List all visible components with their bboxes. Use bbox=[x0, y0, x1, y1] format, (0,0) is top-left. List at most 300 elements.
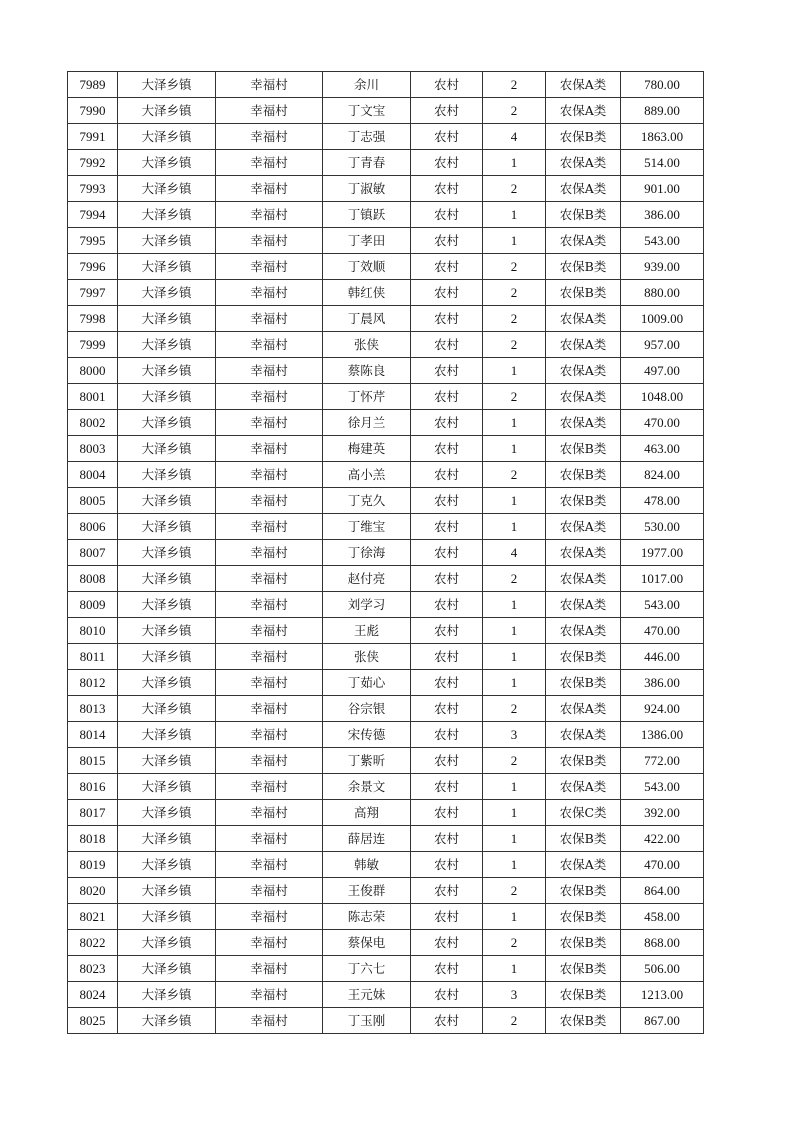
cell-category: 农保B类 bbox=[546, 124, 621, 150]
cell-village: 幸福村 bbox=[216, 618, 323, 644]
cell-township: 大泽乡镇 bbox=[118, 72, 216, 98]
cell-category: 农保B类 bbox=[546, 462, 621, 488]
cell-category: 农保A类 bbox=[546, 514, 621, 540]
cell-household-type: 农村 bbox=[411, 254, 483, 280]
cell-township: 大泽乡镇 bbox=[118, 176, 216, 202]
cell-category: 农保B类 bbox=[546, 826, 621, 852]
cell-member-count: 2 bbox=[483, 306, 546, 332]
cell-name: 余川 bbox=[323, 72, 411, 98]
cell-amount: 506.00 bbox=[621, 956, 704, 982]
cell-name: 韩敏 bbox=[323, 852, 411, 878]
cell-amount: 1048.00 bbox=[621, 384, 704, 410]
cell-category: 农保B类 bbox=[546, 748, 621, 774]
cell-serial-number: 8003 bbox=[68, 436, 118, 462]
cell-village: 幸福村 bbox=[216, 774, 323, 800]
cell-village: 幸福村 bbox=[216, 670, 323, 696]
cell-member-count: 2 bbox=[483, 566, 546, 592]
table-row bbox=[68, 748, 704, 774]
cell-amount: 867.00 bbox=[621, 1008, 704, 1034]
cell-amount: 1213.00 bbox=[621, 982, 704, 1008]
cell-category: 农保B类 bbox=[546, 930, 621, 956]
cell-household-type: 农村 bbox=[411, 124, 483, 150]
cell-category: 农保A类 bbox=[546, 592, 621, 618]
cell-amount: 901.00 bbox=[621, 176, 704, 202]
table-row bbox=[68, 72, 704, 98]
cell-amount: 1863.00 bbox=[621, 124, 704, 150]
cell-category: 农保A类 bbox=[546, 852, 621, 878]
cell-category: 农保A类 bbox=[546, 150, 621, 176]
table-row bbox=[68, 774, 704, 800]
cell-name: 丁镇跃 bbox=[323, 202, 411, 228]
cell-category: 农保C类 bbox=[546, 800, 621, 826]
cell-village: 幸福村 bbox=[216, 72, 323, 98]
cell-member-count: 1 bbox=[483, 800, 546, 826]
cell-household-type: 农村 bbox=[411, 436, 483, 462]
cell-village: 幸福村 bbox=[216, 800, 323, 826]
cell-category: 农保A类 bbox=[546, 696, 621, 722]
cell-amount: 939.00 bbox=[621, 254, 704, 280]
cell-amount: 386.00 bbox=[621, 670, 704, 696]
cell-household-type: 农村 bbox=[411, 826, 483, 852]
cell-amount: 478.00 bbox=[621, 488, 704, 514]
cell-member-count: 2 bbox=[483, 748, 546, 774]
cell-category: 农保A类 bbox=[546, 332, 621, 358]
cell-category: 农保B类 bbox=[546, 644, 621, 670]
cell-name: 张侠 bbox=[323, 644, 411, 670]
cell-member-count: 1 bbox=[483, 826, 546, 852]
cell-serial-number: 8011 bbox=[68, 644, 118, 670]
cell-member-count: 1 bbox=[483, 956, 546, 982]
cell-member-count: 1 bbox=[483, 774, 546, 800]
cell-member-count: 1 bbox=[483, 514, 546, 540]
cell-township: 大泽乡镇 bbox=[118, 904, 216, 930]
cell-category: 农保B类 bbox=[546, 878, 621, 904]
cell-serial-number: 8020 bbox=[68, 878, 118, 904]
cell-category: 农保B类 bbox=[546, 1008, 621, 1034]
cell-household-type: 农村 bbox=[411, 592, 483, 618]
table-row bbox=[68, 982, 704, 1008]
cell-member-count: 1 bbox=[483, 228, 546, 254]
cell-amount: 470.00 bbox=[621, 618, 704, 644]
cell-serial-number: 8018 bbox=[68, 826, 118, 852]
cell-amount: 1017.00 bbox=[621, 566, 704, 592]
cell-household-type: 农村 bbox=[411, 1008, 483, 1034]
cell-member-count: 1 bbox=[483, 358, 546, 384]
cell-category: 农保A类 bbox=[546, 566, 621, 592]
cell-member-count: 1 bbox=[483, 436, 546, 462]
table-row bbox=[68, 826, 704, 852]
table-row bbox=[68, 670, 704, 696]
cell-amount: 772.00 bbox=[621, 748, 704, 774]
records-body bbox=[68, 72, 704, 1034]
cell-township: 大泽乡镇 bbox=[118, 358, 216, 384]
cell-category: 农保A类 bbox=[546, 410, 621, 436]
cell-serial-number: 8021 bbox=[68, 904, 118, 930]
cell-category: 农保A类 bbox=[546, 72, 621, 98]
cell-category: 农保B类 bbox=[546, 436, 621, 462]
cell-village: 幸福村 bbox=[216, 384, 323, 410]
cell-member-count: 2 bbox=[483, 332, 546, 358]
cell-household-type: 农村 bbox=[411, 722, 483, 748]
cell-member-count: 2 bbox=[483, 384, 546, 410]
cell-name: 丁徐海 bbox=[323, 540, 411, 566]
cell-village: 幸福村 bbox=[216, 696, 323, 722]
cell-township: 大泽乡镇 bbox=[118, 644, 216, 670]
cell-village: 幸福村 bbox=[216, 514, 323, 540]
cell-member-count: 2 bbox=[483, 930, 546, 956]
cell-village: 幸福村 bbox=[216, 956, 323, 982]
cell-village: 幸福村 bbox=[216, 826, 323, 852]
cell-township: 大泽乡镇 bbox=[118, 280, 216, 306]
cell-amount: 864.00 bbox=[621, 878, 704, 904]
cell-name: 丁晨风 bbox=[323, 306, 411, 332]
cell-village: 幸福村 bbox=[216, 202, 323, 228]
cell-category: 农保A类 bbox=[546, 98, 621, 124]
cell-township: 大泽乡镇 bbox=[118, 98, 216, 124]
cell-name: 王元妹 bbox=[323, 982, 411, 1008]
cell-member-count: 1 bbox=[483, 592, 546, 618]
cell-name: 王彪 bbox=[323, 618, 411, 644]
cell-name: 丁六七 bbox=[323, 956, 411, 982]
cell-township: 大泽乡镇 bbox=[118, 774, 216, 800]
cell-name: 高小羔 bbox=[323, 462, 411, 488]
cell-village: 幸福村 bbox=[216, 852, 323, 878]
cell-serial-number: 8006 bbox=[68, 514, 118, 540]
cell-household-type: 农村 bbox=[411, 852, 483, 878]
cell-member-count: 1 bbox=[483, 618, 546, 644]
cell-serial-number: 8019 bbox=[68, 852, 118, 878]
cell-amount: 543.00 bbox=[621, 592, 704, 618]
cell-amount: 824.00 bbox=[621, 462, 704, 488]
cell-member-count: 2 bbox=[483, 254, 546, 280]
cell-village: 幸福村 bbox=[216, 982, 323, 1008]
cell-serial-number: 7992 bbox=[68, 150, 118, 176]
table-row bbox=[68, 800, 704, 826]
cell-amount: 1977.00 bbox=[621, 540, 704, 566]
cell-township: 大泽乡镇 bbox=[118, 748, 216, 774]
cell-household-type: 农村 bbox=[411, 384, 483, 410]
cell-household-type: 农村 bbox=[411, 228, 483, 254]
cell-member-count: 3 bbox=[483, 722, 546, 748]
cell-serial-number: 7996 bbox=[68, 254, 118, 280]
cell-amount: 458.00 bbox=[621, 904, 704, 930]
cell-serial-number: 8023 bbox=[68, 956, 118, 982]
cell-category: 农保B类 bbox=[546, 904, 621, 930]
cell-category: 农保A类 bbox=[546, 384, 621, 410]
cell-township: 大泽乡镇 bbox=[118, 1008, 216, 1034]
cell-amount: 889.00 bbox=[621, 98, 704, 124]
cell-serial-number: 8016 bbox=[68, 774, 118, 800]
cell-township: 大泽乡镇 bbox=[118, 878, 216, 904]
cell-name: 丁淑敏 bbox=[323, 176, 411, 202]
cell-township: 大泽乡镇 bbox=[118, 540, 216, 566]
table-row bbox=[68, 696, 704, 722]
cell-category: 农保A类 bbox=[546, 358, 621, 384]
cell-village: 幸福村 bbox=[216, 436, 323, 462]
cell-serial-number: 8008 bbox=[68, 566, 118, 592]
table-row bbox=[68, 930, 704, 956]
cell-household-type: 农村 bbox=[411, 410, 483, 436]
cell-category: 农保B类 bbox=[546, 982, 621, 1008]
cell-amount: 543.00 bbox=[621, 774, 704, 800]
cell-name: 丁青春 bbox=[323, 150, 411, 176]
cell-township: 大泽乡镇 bbox=[118, 410, 216, 436]
cell-village: 幸福村 bbox=[216, 358, 323, 384]
table-row bbox=[68, 124, 704, 150]
cell-household-type: 农村 bbox=[411, 98, 483, 124]
table-row bbox=[68, 176, 704, 202]
cell-township: 大泽乡镇 bbox=[118, 566, 216, 592]
cell-household-type: 农村 bbox=[411, 358, 483, 384]
cell-name: 张侠 bbox=[323, 332, 411, 358]
cell-serial-number: 8002 bbox=[68, 410, 118, 436]
cell-household-type: 农村 bbox=[411, 904, 483, 930]
cell-serial-number: 8007 bbox=[68, 540, 118, 566]
cell-member-count: 2 bbox=[483, 280, 546, 306]
cell-household-type: 农村 bbox=[411, 956, 483, 982]
table-row bbox=[68, 540, 704, 566]
cell-serial-number: 8014 bbox=[68, 722, 118, 748]
cell-category: 农保A类 bbox=[546, 176, 621, 202]
cell-serial-number: 8000 bbox=[68, 358, 118, 384]
cell-name: 丁克久 bbox=[323, 488, 411, 514]
cell-category: 农保A类 bbox=[546, 540, 621, 566]
cell-serial-number: 7998 bbox=[68, 306, 118, 332]
cell-member-count: 1 bbox=[483, 202, 546, 228]
cell-name: 高翔 bbox=[323, 800, 411, 826]
cell-amount: 530.00 bbox=[621, 514, 704, 540]
cell-serial-number: 8015 bbox=[68, 748, 118, 774]
cell-serial-number: 7990 bbox=[68, 98, 118, 124]
cell-township: 大泽乡镇 bbox=[118, 722, 216, 748]
cell-village: 幸福村 bbox=[216, 410, 323, 436]
cell-serial-number: 7994 bbox=[68, 202, 118, 228]
cell-serial-number: 8005 bbox=[68, 488, 118, 514]
cell-serial-number: 8013 bbox=[68, 696, 118, 722]
cell-serial-number: 7995 bbox=[68, 228, 118, 254]
cell-amount: 543.00 bbox=[621, 228, 704, 254]
table-row bbox=[68, 228, 704, 254]
cell-member-count: 1 bbox=[483, 644, 546, 670]
cell-name: 丁志强 bbox=[323, 124, 411, 150]
cell-member-count: 3 bbox=[483, 982, 546, 1008]
cell-amount: 470.00 bbox=[621, 410, 704, 436]
cell-name: 徐月兰 bbox=[323, 410, 411, 436]
cell-amount: 957.00 bbox=[621, 332, 704, 358]
cell-household-type: 农村 bbox=[411, 280, 483, 306]
table-row bbox=[68, 462, 704, 488]
cell-serial-number: 8017 bbox=[68, 800, 118, 826]
table-row bbox=[68, 904, 704, 930]
cell-name: 王俊群 bbox=[323, 878, 411, 904]
records-table bbox=[67, 71, 704, 1034]
table-row bbox=[68, 358, 704, 384]
cell-serial-number: 8025 bbox=[68, 1008, 118, 1034]
cell-household-type: 农村 bbox=[411, 930, 483, 956]
cell-village: 幸福村 bbox=[216, 592, 323, 618]
cell-name: 刘学习 bbox=[323, 592, 411, 618]
cell-household-type: 农村 bbox=[411, 696, 483, 722]
cell-amount: 470.00 bbox=[621, 852, 704, 878]
cell-household-type: 农村 bbox=[411, 488, 483, 514]
cell-village: 幸福村 bbox=[216, 176, 323, 202]
table-row bbox=[68, 644, 704, 670]
cell-name: 丁文宝 bbox=[323, 98, 411, 124]
table-row bbox=[68, 150, 704, 176]
cell-member-count: 1 bbox=[483, 410, 546, 436]
cell-village: 幸福村 bbox=[216, 930, 323, 956]
cell-township: 大泽乡镇 bbox=[118, 826, 216, 852]
cell-name: 余景文 bbox=[323, 774, 411, 800]
table-row bbox=[68, 618, 704, 644]
cell-township: 大泽乡镇 bbox=[118, 384, 216, 410]
cell-township: 大泽乡镇 bbox=[118, 618, 216, 644]
cell-amount: 924.00 bbox=[621, 696, 704, 722]
table-row bbox=[68, 98, 704, 124]
cell-township: 大泽乡镇 bbox=[118, 800, 216, 826]
cell-amount: 1386.00 bbox=[621, 722, 704, 748]
cell-amount: 386.00 bbox=[621, 202, 704, 228]
cell-household-type: 农村 bbox=[411, 176, 483, 202]
cell-village: 幸福村 bbox=[216, 748, 323, 774]
cell-township: 大泽乡镇 bbox=[118, 462, 216, 488]
cell-category: 农保A类 bbox=[546, 774, 621, 800]
cell-household-type: 农村 bbox=[411, 566, 483, 592]
table-row bbox=[68, 306, 704, 332]
cell-member-count: 2 bbox=[483, 462, 546, 488]
cell-household-type: 农村 bbox=[411, 670, 483, 696]
cell-amount: 514.00 bbox=[621, 150, 704, 176]
cell-serial-number: 7993 bbox=[68, 176, 118, 202]
cell-village: 幸福村 bbox=[216, 124, 323, 150]
cell-village: 幸福村 bbox=[216, 722, 323, 748]
cell-name: 丁怀芹 bbox=[323, 384, 411, 410]
cell-category: 农保A类 bbox=[546, 618, 621, 644]
cell-name: 蔡保电 bbox=[323, 930, 411, 956]
cell-amount: 446.00 bbox=[621, 644, 704, 670]
table-row bbox=[68, 332, 704, 358]
cell-village: 幸福村 bbox=[216, 644, 323, 670]
cell-serial-number: 8010 bbox=[68, 618, 118, 644]
cell-household-type: 农村 bbox=[411, 618, 483, 644]
table-row bbox=[68, 488, 704, 514]
cell-township: 大泽乡镇 bbox=[118, 202, 216, 228]
table-row bbox=[68, 956, 704, 982]
cell-township: 大泽乡镇 bbox=[118, 852, 216, 878]
cell-category: 农保B类 bbox=[546, 670, 621, 696]
cell-name: 陈志荣 bbox=[323, 904, 411, 930]
cell-name: 丁紫昕 bbox=[323, 748, 411, 774]
cell-category: 农保B类 bbox=[546, 488, 621, 514]
cell-township: 大泽乡镇 bbox=[118, 254, 216, 280]
cell-village: 幸福村 bbox=[216, 306, 323, 332]
cell-township: 大泽乡镇 bbox=[118, 956, 216, 982]
cell-category: 农保B类 bbox=[546, 254, 621, 280]
cell-member-count: 2 bbox=[483, 1008, 546, 1034]
cell-member-count: 2 bbox=[483, 98, 546, 124]
cell-township: 大泽乡镇 bbox=[118, 514, 216, 540]
cell-township: 大泽乡镇 bbox=[118, 124, 216, 150]
cell-category: 农保B类 bbox=[546, 956, 621, 982]
cell-name: 韩红侠 bbox=[323, 280, 411, 306]
cell-member-count: 2 bbox=[483, 72, 546, 98]
table-row bbox=[68, 280, 704, 306]
cell-amount: 880.00 bbox=[621, 280, 704, 306]
cell-household-type: 农村 bbox=[411, 800, 483, 826]
cell-amount: 1009.00 bbox=[621, 306, 704, 332]
cell-member-count: 4 bbox=[483, 540, 546, 566]
cell-member-count: 1 bbox=[483, 150, 546, 176]
cell-amount: 497.00 bbox=[621, 358, 704, 384]
cell-village: 幸福村 bbox=[216, 332, 323, 358]
cell-name: 赵付亮 bbox=[323, 566, 411, 592]
cell-village: 幸福村 bbox=[216, 254, 323, 280]
cell-township: 大泽乡镇 bbox=[118, 930, 216, 956]
cell-village: 幸福村 bbox=[216, 566, 323, 592]
cell-name: 宋传德 bbox=[323, 722, 411, 748]
cell-village: 幸福村 bbox=[216, 280, 323, 306]
cell-serial-number: 7989 bbox=[68, 72, 118, 98]
cell-member-count: 1 bbox=[483, 670, 546, 696]
cell-serial-number: 7997 bbox=[68, 280, 118, 306]
cell-serial-number: 8001 bbox=[68, 384, 118, 410]
cell-amount: 422.00 bbox=[621, 826, 704, 852]
table-row bbox=[68, 202, 704, 228]
cell-name: 丁维宝 bbox=[323, 514, 411, 540]
cell-member-count: 4 bbox=[483, 124, 546, 150]
cell-member-count: 1 bbox=[483, 904, 546, 930]
cell-household-type: 农村 bbox=[411, 644, 483, 670]
cell-township: 大泽乡镇 bbox=[118, 670, 216, 696]
cell-category: 农保A类 bbox=[546, 722, 621, 748]
cell-household-type: 农村 bbox=[411, 878, 483, 904]
cell-serial-number: 8012 bbox=[68, 670, 118, 696]
table-row bbox=[68, 254, 704, 280]
cell-name: 丁孝田 bbox=[323, 228, 411, 254]
cell-village: 幸福村 bbox=[216, 1008, 323, 1034]
table-row bbox=[68, 852, 704, 878]
cell-township: 大泽乡镇 bbox=[118, 696, 216, 722]
cell-village: 幸福村 bbox=[216, 540, 323, 566]
cell-village: 幸福村 bbox=[216, 150, 323, 176]
cell-household-type: 农村 bbox=[411, 202, 483, 228]
cell-village: 幸福村 bbox=[216, 98, 323, 124]
cell-amount: 463.00 bbox=[621, 436, 704, 462]
cell-township: 大泽乡镇 bbox=[118, 228, 216, 254]
cell-village: 幸福村 bbox=[216, 488, 323, 514]
cell-name: 蔡陈良 bbox=[323, 358, 411, 384]
cell-category: 农保A类 bbox=[546, 306, 621, 332]
table-row bbox=[68, 410, 704, 436]
cell-serial-number: 8024 bbox=[68, 982, 118, 1008]
cell-serial-number: 8009 bbox=[68, 592, 118, 618]
cell-village: 幸福村 bbox=[216, 228, 323, 254]
cell-township: 大泽乡镇 bbox=[118, 592, 216, 618]
cell-name: 谷宗银 bbox=[323, 696, 411, 722]
cell-township: 大泽乡镇 bbox=[118, 982, 216, 1008]
cell-name: 丁玉刚 bbox=[323, 1008, 411, 1034]
cell-serial-number: 7991 bbox=[68, 124, 118, 150]
cell-serial-number: 7999 bbox=[68, 332, 118, 358]
cell-category: 农保B类 bbox=[546, 280, 621, 306]
cell-household-type: 农村 bbox=[411, 332, 483, 358]
table-row bbox=[68, 1008, 704, 1034]
cell-category: 农保A类 bbox=[546, 228, 621, 254]
cell-household-type: 农村 bbox=[411, 982, 483, 1008]
cell-category: 农保B类 bbox=[546, 202, 621, 228]
cell-township: 大泽乡镇 bbox=[118, 488, 216, 514]
table-row bbox=[68, 514, 704, 540]
